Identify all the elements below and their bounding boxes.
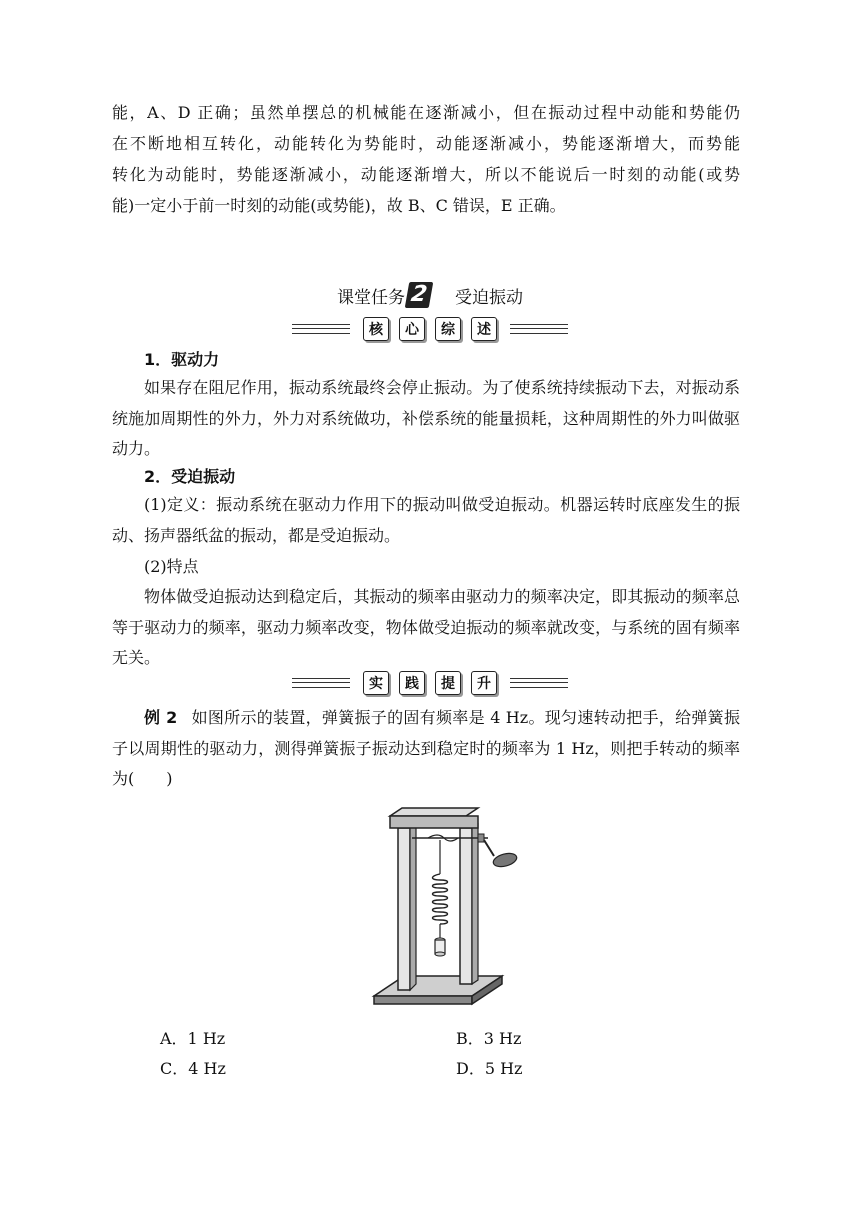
option-d: D．5 Hz [456, 1059, 523, 1078]
forced-vibration-definition: (1)定义：振动系统在驱动力作用下的振动叫做受迫振动。机器运转时底座发生的振动、扬声器纸盆的振动，都是受迫振动。 [112, 495, 740, 545]
task-number-badge: 2 [405, 282, 434, 308]
example-question [112, 703, 740, 795]
band-decor-left [292, 678, 350, 688]
task-heading: 受迫振动 [455, 287, 523, 308]
spring-oscillator-figure [368, 790, 528, 1016]
example-text: 如图所示的装置，弹簧振子的固有频率是 4 Hz。现匀速转动把手，给弹簧振子以周期性的驱动力，测得弹簧振子振动达到稳定时的频率为 1 Hz，则把手转动的频率为( ) [112, 708, 740, 789]
band-char: 核 [363, 317, 389, 341]
section-band-core [0, 314, 860, 344]
intro-line-4: 能)一定小于前一时刻的动能(或势能)，故 B、C 错误，E 正确。 [112, 196, 566, 215]
band-char: 升 [471, 671, 497, 695]
band-decor-right [510, 324, 568, 334]
band-char: 实 [363, 671, 389, 695]
task-label: 课堂任务 [337, 287, 405, 308]
band-decor-left [292, 324, 350, 334]
intro-line-2: 在不断地相互转化，动能转化为势能时，动能逐渐减小，势能逐渐增大，而势能 [112, 134, 740, 153]
band-char: 综 [435, 317, 461, 341]
band-char: 述 [471, 317, 497, 341]
section-heading-forced-vibration: 2．受迫振动 [144, 467, 236, 486]
forced-vibration-features-body: 物体做受迫振动达到稳定后，其振动的频率由驱动力的频率决定，即其振动的频率总等于驱动力的频率，驱动力频率改变，物体做受迫振动的频率就改变，与系统的固有频率无关。 [112, 587, 740, 668]
task-title [0, 280, 860, 310]
section-band-practice [0, 668, 860, 698]
forced-vibration-features-title: (2)特点 [144, 557, 199, 576]
example-label: 例 2 [144, 708, 178, 727]
option-c: C．4 Hz [160, 1059, 226, 1078]
band-char: 提 [435, 671, 461, 695]
band-char: 践 [399, 671, 425, 695]
option-a: A．1 Hz [160, 1029, 226, 1048]
option-b: B．3 Hz [456, 1029, 522, 1048]
driving-force-body: 如果存在阻尼作用，振动系统最终会停止振动。为了使系统持续振动下去，对振动系统施加周期性的外力，外力对系统做功，补偿系统的能量损耗，这种周期性的外力叫做驱动力。 [112, 378, 740, 459]
intro-line-1: 能，A、D 正确；虽然单摆总的机械能在逐渐减小，但在振动过程中动能和势能仍 [112, 103, 740, 122]
band-char: 心 [399, 317, 425, 341]
intro-line-3: 转化为动能时，势能逐渐减小，动能逐渐增大，所以不能说后一时刻的动能(或势 [112, 165, 740, 184]
band-decor-right [510, 678, 568, 688]
section-heading-driving-force: 1．驱动力 [144, 350, 220, 369]
